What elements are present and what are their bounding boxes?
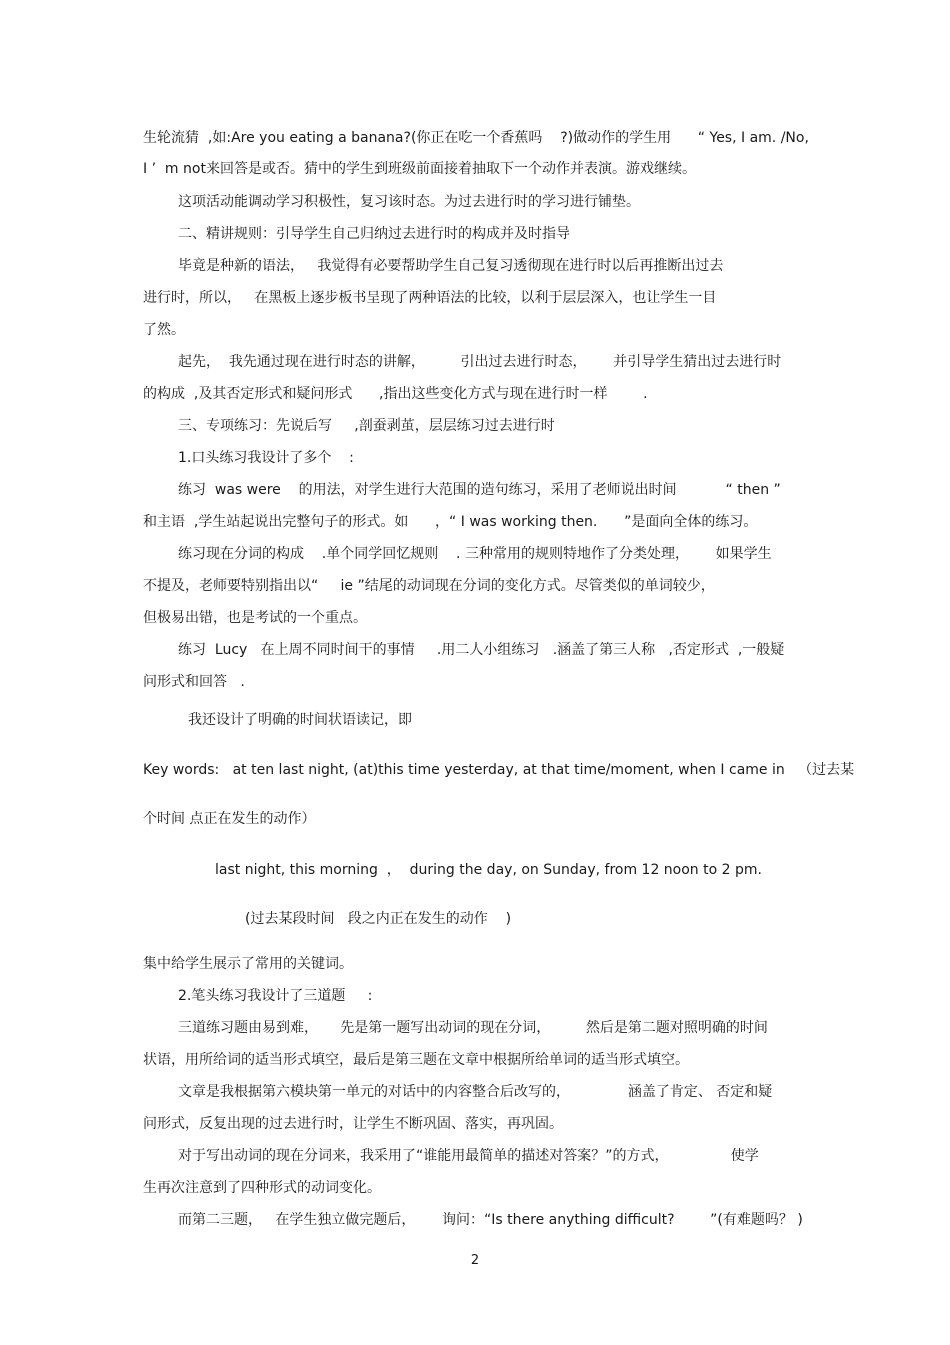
- text-line: 三道练习题由易到难， 先是第一题写出动词的现在分词， 然后是第二题对照明确的时间: [178, 1020, 768, 1036]
- section-heading: 二、精讲规则：引导学生自己归纳过去进行时的构成并及时指导: [178, 226, 570, 242]
- text-line: 状语，用所给词的适当形式填空，最后是第三题在文章中根据所给单词的适当形式填空。: [143, 1052, 689, 1068]
- text-line: 毕竟是种新的语法， 我觉得有必要帮助学生自己复习透彻现在进行时以后再推断出过去: [178, 258, 724, 274]
- text-line: 问形式和回答 .: [143, 674, 245, 690]
- text-line: 生轮流猜 ,如:Are you eating a banana?(你正在吃一个香蕉吗 ?)做动作的学生用 “ Yes, I am. /No,: [143, 130, 809, 146]
- text-line: 我还设计了明确的时间状语读记，即: [188, 712, 412, 728]
- text-line: 文章是我根据第六模块第一单元的对话中的内容整合后改写的， 涵盖了肯定、 否定和疑: [178, 1084, 773, 1100]
- text-line: 进行时，所以， 在黑板上逐步板书呈现了两种语法的比较，以利于层层深入，也让学生一目: [143, 290, 717, 306]
- text-line: 但极易出错，也是考试的一个重点。: [143, 610, 367, 626]
- text-line: 和主语 ,学生站起说出完整句子的形式。如 ，“ I was working then. ”是面向全体的练习。: [143, 514, 758, 530]
- text-line: 2.笔头练习我设计了三道题 :: [178, 988, 373, 1004]
- text-line: 练习 Lucy 在上周不同时间干的事情 .用二人小组练习 .涵盖了第三人称 ,否定形式 ,一般疑: [178, 642, 785, 658]
- page-number: 2: [470, 1253, 480, 1268]
- text-line: 了然。: [143, 322, 185, 338]
- text-line: 的构成 ,及其否定形式和疑问形式 ,指出这些变化方式与现在进行时一样 .: [143, 386, 648, 402]
- text-line: 不提及，老师要特别指出以“ ie ”结尾的动词现在分词的变化方式。尽管类似的单词较少，: [143, 578, 715, 594]
- key-words-line: last night, this morning ， during the day, on Sunday, from 12 noon to 2 pm.: [215, 862, 762, 878]
- text-line: (过去某段时间 段之内正在发生的动作 ): [245, 911, 512, 927]
- text-line: 练习现在分词的构成 .单个同学回忆规则 . 三种常用的规则特地作了分类处理， 如果学生: [178, 546, 772, 562]
- text-line: I ’ m not来回答是或否。猜中的学生到班级前面接着抽取下一个动作并表演。游戏继续。: [143, 161, 696, 177]
- text-line: 生再次注意到了四种形式的动词变化。: [143, 1180, 381, 1196]
- text-line: 个时间 点正在发生的动作）: [143, 811, 316, 827]
- text-line: 问形式，反复出现的过去进行时，让学生不断巩固、落实，再巩固。: [143, 1116, 563, 1132]
- text-line: 集中给学生展示了常用的关键词。: [143, 956, 353, 972]
- text-line: 对于写出动词的现在分词来，我采用了“谁能用最简单的描述对答案？”的方式， 使学: [178, 1148, 759, 1164]
- key-words-line: Key words: at ten last night, (at)this time yesterday, at that time/moment, when I came in （过去某: [143, 762, 855, 778]
- text-line: 1.口头练习我设计了多个 :: [178, 450, 354, 466]
- section-heading: 三、专项练习：先说后写 ,剖蚕剥茧，层层练习过去进行时: [178, 418, 555, 434]
- text-line: 起先， 我先通过现在进行时态的讲解， 引出过去进行时态， 并引导学生猜出过去进行时: [178, 354, 782, 370]
- text-line: 练习 was were 的用法，对学生进行大范围的造句练习，采用了老师说出时间 “ then ”: [178, 482, 781, 498]
- text-line: 这项活动能调动学习积极性，复习该时态。为过去进行时的学习进行铺垫。: [178, 194, 640, 210]
- text-line: 而第二三题， 在学生独立做完题后， 询问：“Is there anything difficult? ”(有难题吗？ ): [178, 1212, 803, 1228]
